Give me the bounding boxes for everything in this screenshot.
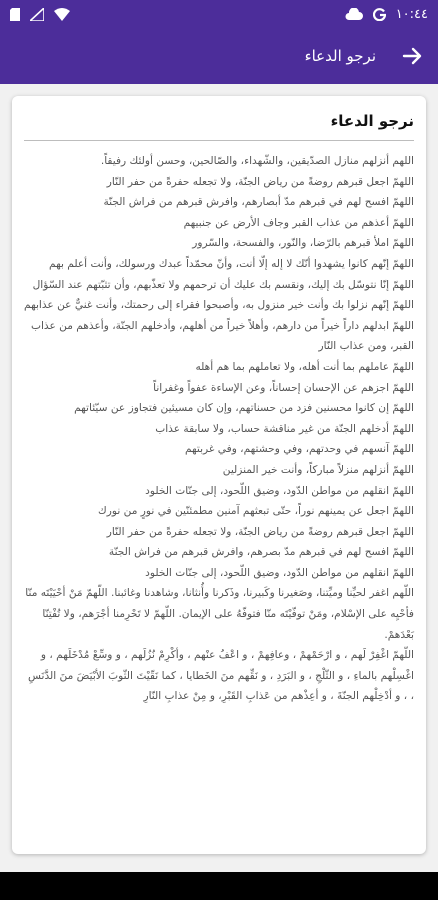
status-bar <box>0 0 438 28</box>
dua-item: اللهم أنزلهم منازل الصدّيقين، والشّهداء، والصّالحين، وحسن أولئك رفيقاً. <box>100 155 414 167</box>
dua-item: اللهمّ إنّا نتوسّل بك إليك، ونقسم بك عليك أن ترحمهم ولا تعذّبهم، وأن تثبّتهم عند السّؤال <box>32 278 414 291</box>
dua-list <box>24 151 414 707</box>
arrow-right-icon[interactable] <box>400 44 424 68</box>
dua-item: اللهمّ اجعل قبرهم روضةً من رياض الجنّة، ولا تجعله حفرةً من حفر النّار <box>106 525 414 538</box>
dua-item: اللهمّ أنزلهم منزلاً مباركاً، وأنت خير المنزلين <box>222 463 414 476</box>
navigation-bar <box>0 872 438 900</box>
dua-item: اللهمّ اجعل قبرهم روضةً من رياض الجنّة، ولا تجعله حفرةً من حفر النّار <box>106 175 414 188</box>
divider <box>24 140 414 141</box>
dua-item: اللّهمّ اغْفِرْ لَهم ، و ارْحَمْهمْ ، وعافِهمْ ، و اعْفُ عنْهم ، وأكْرِمْ نُزُلَهم ، و وسِّعْ مُدْخَلَهم ، و اغْسِلْهم بالماءِ ، و الثّلْجِ ، و البَرَدِ ، و نَقِّهم منَ الخَطايا ، كما نَقّيْتَ الثّوبَ الأبْيَضَ منَ الدَّنَسِ ، ، و أدْخِلْهم الجنّةَ ، و أعِذْهم من عَذابِ القَبْرِ، و مِنْ عذابِ النّارِ <box>28 649 414 703</box>
wifi-icon <box>54 8 70 21</box>
dua-card <box>12 96 426 854</box>
status-time: ١٠:٤٤ <box>395 6 428 22</box>
dua-item: اللهمّ عاملهم بما أنت أهله، ولا تعاملهم بما هم أهله <box>195 360 414 373</box>
dua-item: اللهمّ أعذهم من عذاب القبر وجاف الأرض عن جنبيهم <box>183 216 414 229</box>
app-bar-title: نرجو الدعاء <box>304 47 376 65</box>
signal-icon <box>30 8 44 21</box>
dua-item: اللهمّ افسح لهم في قبرهم مدّ بصرهم، وافرش قبرهم من فراش الجنّة <box>108 546 414 559</box>
dua-item: اللهمّ انقلهم من مواطن الدّود، وضيق اللّحود، إلى جنّات الخلود <box>145 566 414 579</box>
g-icon <box>373 8 386 21</box>
dua-item: اللهمّ ابدلهم داراً خيراً من دارهم، وأهلاً خيراً من أهلهم، وأدخلهم الجنّة، وأعذهم من عذاب القبر، ومن عذاب النّار <box>30 319 414 353</box>
dua-item: اللهمّ إنّهم نزلوا بك وأنت خير منزول به، وأصبحوا فقراء إلى رحمتك، وأنت غنيٌّ عن عذابهم <box>24 299 414 312</box>
dua-item: اللهمّ إنّهم كانوا يشهدوا أنّك لا إله إلّا أنت، وأنّ محمّداً عبدك ورسولك، وأنت أعلم بهم <box>49 257 414 270</box>
status-right <box>345 7 428 22</box>
dua-item: اللهمّ إن كانوا محسنين فزد من حسناتهم، وإن كان مسيئين فتجاوز عن سيّئاتهم <box>74 402 414 415</box>
status-icons <box>10 8 70 21</box>
dua-item: اللهمّ اجزهم عن الإحسان إحساناً، وعن الإساءة عفواً وغفراناً <box>153 381 414 394</box>
dua-item: اللهمّ املأ قبرهم بالرّضا، والنّور، والفسحة، والسّرور <box>192 237 414 250</box>
dua-item: اللهمّ آنسهم في وحدتهم، وفي وحشتهم، وفي غربتهم <box>184 443 414 456</box>
dua-item: اللهمّ انقلهم من مواطن الدّود، وضيق اللّحود، إلى جنّات الخلود <box>145 484 414 497</box>
sim-icon <box>10 8 20 21</box>
cloud-icon <box>345 8 363 20</box>
dua-item: اللهمّ اجعل عن يمينهم نوراً، حتّى تبعثهم آمنين مطمئنّين في نورٍ من نورك <box>98 505 414 518</box>
dua-item: اللّهم اغفر لحيِّنا وميِّتنا، وصَغيرنا وكَبيرنا، وذَكرنا وأُنثانا، وشاهدنا وغائبنا. اللّهمّ مَنْ أحْيَيْتَه منّا فأحْيِه على الإسْلام، ومَنْ توفّيْتَه منّا فتوفّهُ على الإيمان. اللّهمّ لا تَحْرِمنا أجْرَهم، ولا تُفْتِنّا بَعْدَهمْ. <box>25 587 414 641</box>
dua-item: اللهمّ افسح لهم في قبرهم مدّ أبصارهم، وافرش قبرهم من فراش الجنّة <box>103 196 414 209</box>
app-bar <box>0 28 438 84</box>
dua-item: اللهمّ أدخلهم الجنّة من غير مناقشة حساب، ولا سابقة عذاب <box>155 422 414 435</box>
card-title: نرجو الدعاء <box>330 112 414 130</box>
